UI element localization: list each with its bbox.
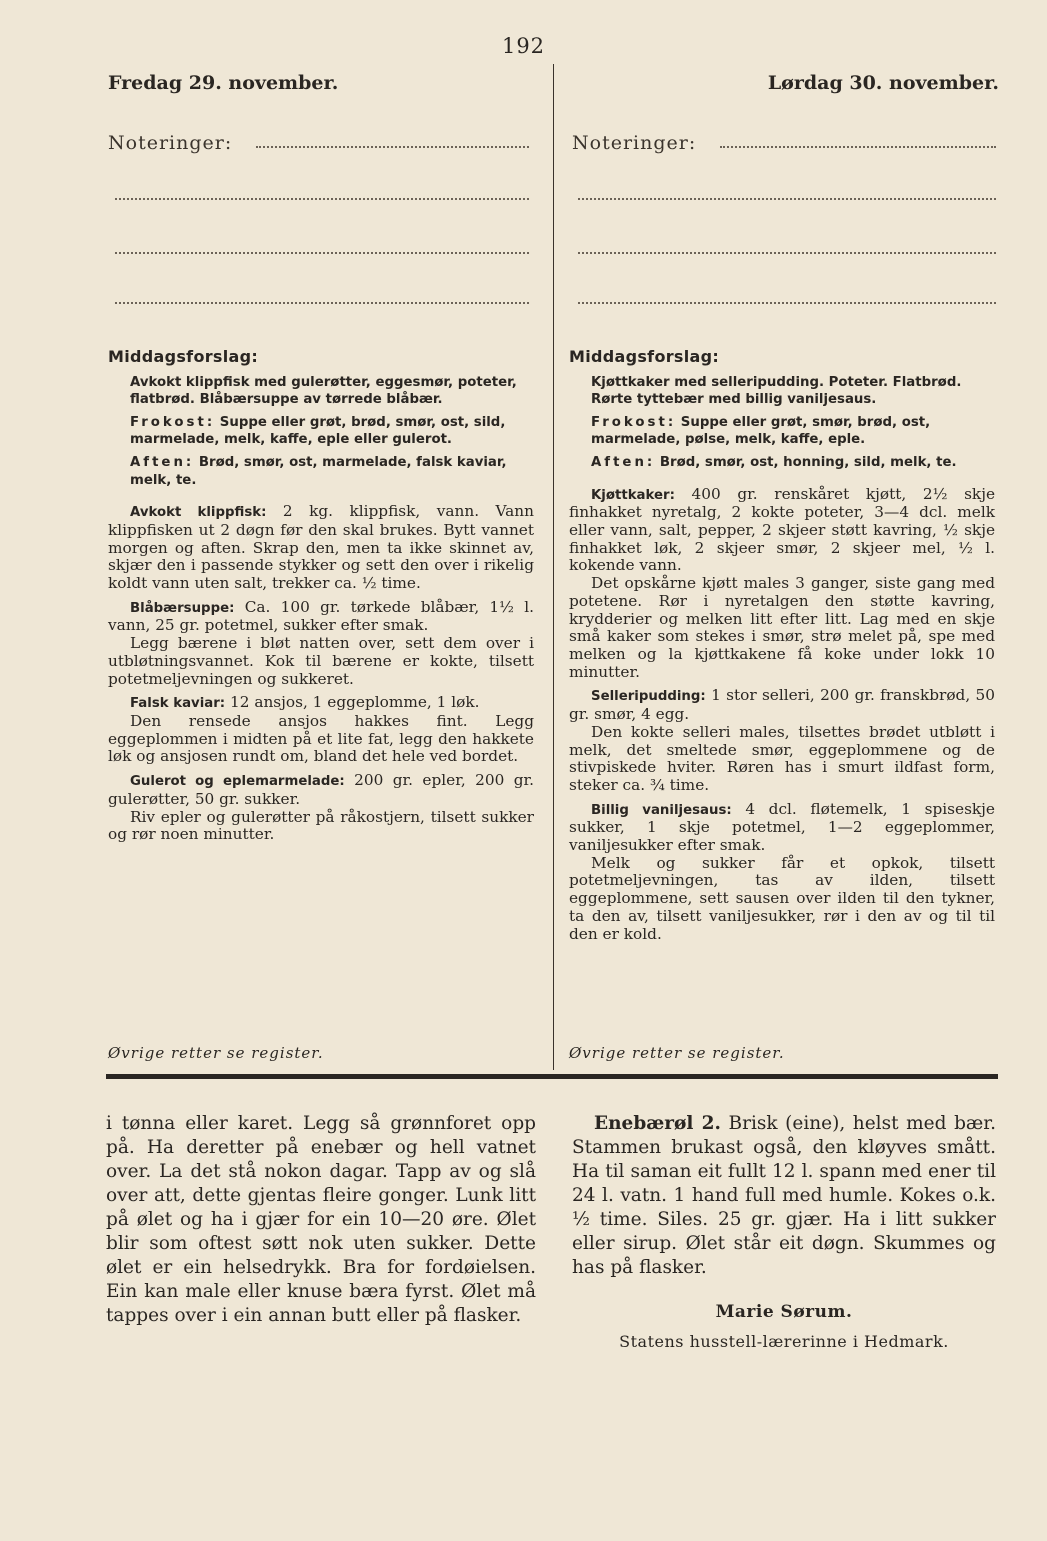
notes-label-right: Noteringer: (572, 132, 697, 154)
notes-line-left-3 (115, 252, 529, 254)
notes-label-left: Noteringer: (108, 132, 233, 154)
evening-menu-right (569, 454, 995, 472)
recipe-vaniljesaus (569, 801, 995, 855)
evening-text-right: Brød, smør, ost, honning, sild, melk, te. (659, 455, 957, 471)
recipe-label-kjottkaker: Kjøttkaker: (591, 487, 675, 503)
register-note-left: Øvrige retter se register. (108, 1044, 324, 1062)
menu-heading-left: Middagsforslag: (108, 347, 259, 366)
bottom-text-left: i tønna eller karet. Legg så grønnforet opp på. Ha deretter på enebær og hell vatnet over. La det stå nokon dagar. Tapp av og slå over att, dette gjentas fleire gonger. Lunk litt på ølet og ha i gjær for ein 10—20 øre. Ølet blir som oftest søtt nok uten sukker. Dette ølet er ein helsedrykk. Bra for fordøielsen. Ein kan male eller knuse bæra fyrst. Ølet må tappes over i ein annan butt eller på flasker. (106, 1113, 536, 1326)
breakfast-label-left: Frokost: (130, 414, 216, 430)
enebaerol-title: Enebærøl 2. (594, 1113, 721, 1134)
bottom-column-right (572, 1112, 996, 1354)
recipe-label-selleripudding: Selleripudding: (591, 689, 706, 705)
recipe-selleripudding (569, 687, 995, 723)
recipe-method-gulerot: Riv epler og gulerøtter på råkostjern, tilsett sukker og rør noen minutter. (108, 807, 534, 844)
breakfast-menu-right (569, 414, 995, 449)
breakfast-text-right: Suppe eller grøt, smør, brød, ost, marmelade, pølse, melk, kaffe, eple. (591, 414, 931, 448)
author-name: Marie Sørum. (715, 1302, 853, 1322)
day-title-left: Fredag 29. november. (108, 72, 339, 94)
menu-heading-right: Middagsforslag: (569, 347, 720, 366)
menu-column-left (108, 348, 534, 844)
recipe-text-selleripudding: 1 stor selleri, 200 gr. franskbrød, 50 gr. smør, 4 egg. (569, 686, 995, 724)
recipe-text-vaniljesaus: 4 dcl. fløtemelk, 1 spiseskje sukker, 1 skje potetmel, 1—2 eggeplommer, vaniljesukker efter smak. (569, 799, 995, 855)
recipe-method-blabaersuppe: Legg bærene i bløt natten over, sett dem over i utbløtningsvannet. Kok til bærene er kokte, tilsett potetmeljevningen og sukkeret. (108, 634, 534, 688)
notes-line-right-2 (578, 198, 996, 200)
page-number: 192 (501, 34, 546, 58)
breakfast-menu-left (108, 414, 534, 449)
evening-label-left: Aften: (130, 455, 195, 471)
enebaerol-recipe (572, 1112, 996, 1280)
breakfast-text-left: Suppe eller grøt, brød, smør, ost, sild, marmelade, melk, kaffe, eple eller gulerot. (130, 414, 506, 448)
evening-text-left: Brød, smør, ost, marmelade, falsk kaviar, melk, te. (130, 455, 507, 488)
section-rule (106, 1074, 998, 1079)
recipe-kjottkaker (569, 486, 995, 576)
recipe-method-kjottkaker: Det opskårne kjøtt males 3 ganger, siste gang med potetene. Rør i nyretalgen den støtte kavring, krydderier og melken litt efter litt. Lag med en skje små kaker som stekes i smør, strø melet på, spe med melken og la kjøttkakene få koke under lokk 10 minutter. (569, 574, 995, 681)
menu-column-right (569, 348, 995, 943)
notes-line-right-1 (720, 146, 996, 148)
recipe-text-falsk-kaviar: 12 ansjos, 1 eggeplomme, 1 løk. (230, 693, 480, 712)
enebaerol-text: Brisk (eine), helst med bær. Stammen brukast også, den kløyves smått. Ha til saman eit fullt 12 l. spann med ener til 24 l. vatn. 1 hand full med humle. Kokes o.k. ½ time. Siles. 25 gr. gjær. Ha i litt sukker eller sirup. Ølet står eit døgn. Skummes og has på flasker. (572, 1113, 996, 1278)
notes-line-left-1 (256, 146, 529, 148)
day-title-right: Lørdag 30. november. (767, 72, 999, 94)
recipe-method-vaniljesaus: Melk og sukker får et opkok, tilsett potetmeljevningen, tas av ilden, tilsett eggeplommene, sett sausen over ilden til den tykner, ta den av, tilsett vaniljesukker, rør i den av og til til den er kold. (569, 853, 995, 943)
column-divider (553, 64, 554, 1070)
recipe-text-klippfisk: 2 kg. klippfisk, vann. Vann klippfisken ut 2 døgn før den skal brukes. Bytt vannet morgen og aften. Skrap den, men ta ikke skinnet av, skjær den i passende stykker og sett den over i rikelig koldt vann uten salt, trekker ca. ½ time. (108, 502, 534, 593)
recipe-falsk-kaviar (108, 694, 534, 713)
breakfast-label-right: Frokost: (591, 414, 677, 430)
notes-line-right-3 (578, 252, 996, 254)
notes-line-right-4 (578, 302, 996, 304)
author-title: Statens husstell-lærerinne i Hedmark. (619, 1332, 949, 1351)
recipe-label-falsk-kaviar: Falsk kaviar: (130, 696, 226, 712)
recipe-method-falsk-kaviar: Den rensede ansjos hakkes fint. Legg eggeplommen i midten på et lite fat, legg den hakkete løk og ansjosen rundt om, bland det hele ved bordet. (108, 712, 534, 766)
evening-menu-left (108, 454, 534, 489)
recipe-method-selleripudding: Den kokte selleri males, tilsettes brødet utbløtt i melk, det smeltede smør, eggeplommene og de stivpiskede hviter. Røren has i smurt ildfast form, steker ca. ¾ time. (569, 722, 995, 794)
recipe-label-vaniljesaus: Billig vaniljesaus: (591, 802, 732, 818)
recipe-label-gulerot: Gulerot og eplemarmelade: (130, 774, 345, 790)
notes-line-left-4 (115, 302, 529, 304)
bottom-column-left (106, 1112, 536, 1328)
recipe-label-klippfisk: Avkokt klippfisk: (130, 505, 267, 521)
register-note-right: Øvrige retter se register. (569, 1044, 785, 1062)
recipe-klippfisk (108, 503, 534, 593)
evening-label-right: Aften: (591, 455, 656, 471)
recipe-text-kjottkaker: 400 gr. renskåret kjøtt, 2½ skje finhakket nyretalg, 2 kokte poteter, 3—4 dcl. melk eller vann, salt, pepper, 2 skjeer støtt kavring, ½ skje finhakket løk, 2 skjeer smør, 2 skjeer mel, ½ l. kokende vann. (569, 484, 995, 575)
recipe-gulerot (108, 772, 534, 808)
recipe-label-blabaersuppe: Blåbærsuppe: (130, 600, 235, 616)
notes-line-left-2 (115, 198, 529, 200)
dinner-menu-left: Avkokt klippfisk med gulerøtter, eggesmør, poteter, flatbrød. Blåbærsuppe av tørrede blåbær. (130, 374, 517, 408)
recipe-blabaersuppe (108, 599, 534, 635)
recipe-text-gulerot: 200 gr. epler, 200 gr. gulerøtter, 50 gr. sukker. (108, 771, 534, 808)
recipe-text-blabaersuppe: Ca. 100 gr. tørkede blåbær, 1½ l. vann, 25 gr. potetmel, sukker efter smak. (108, 597, 534, 635)
dinner-menu-right: Kjøttkaker med selleripudding. Poteter. Flatbrød. Rørte tyttebær med billig vaniljesaus. (591, 374, 962, 408)
